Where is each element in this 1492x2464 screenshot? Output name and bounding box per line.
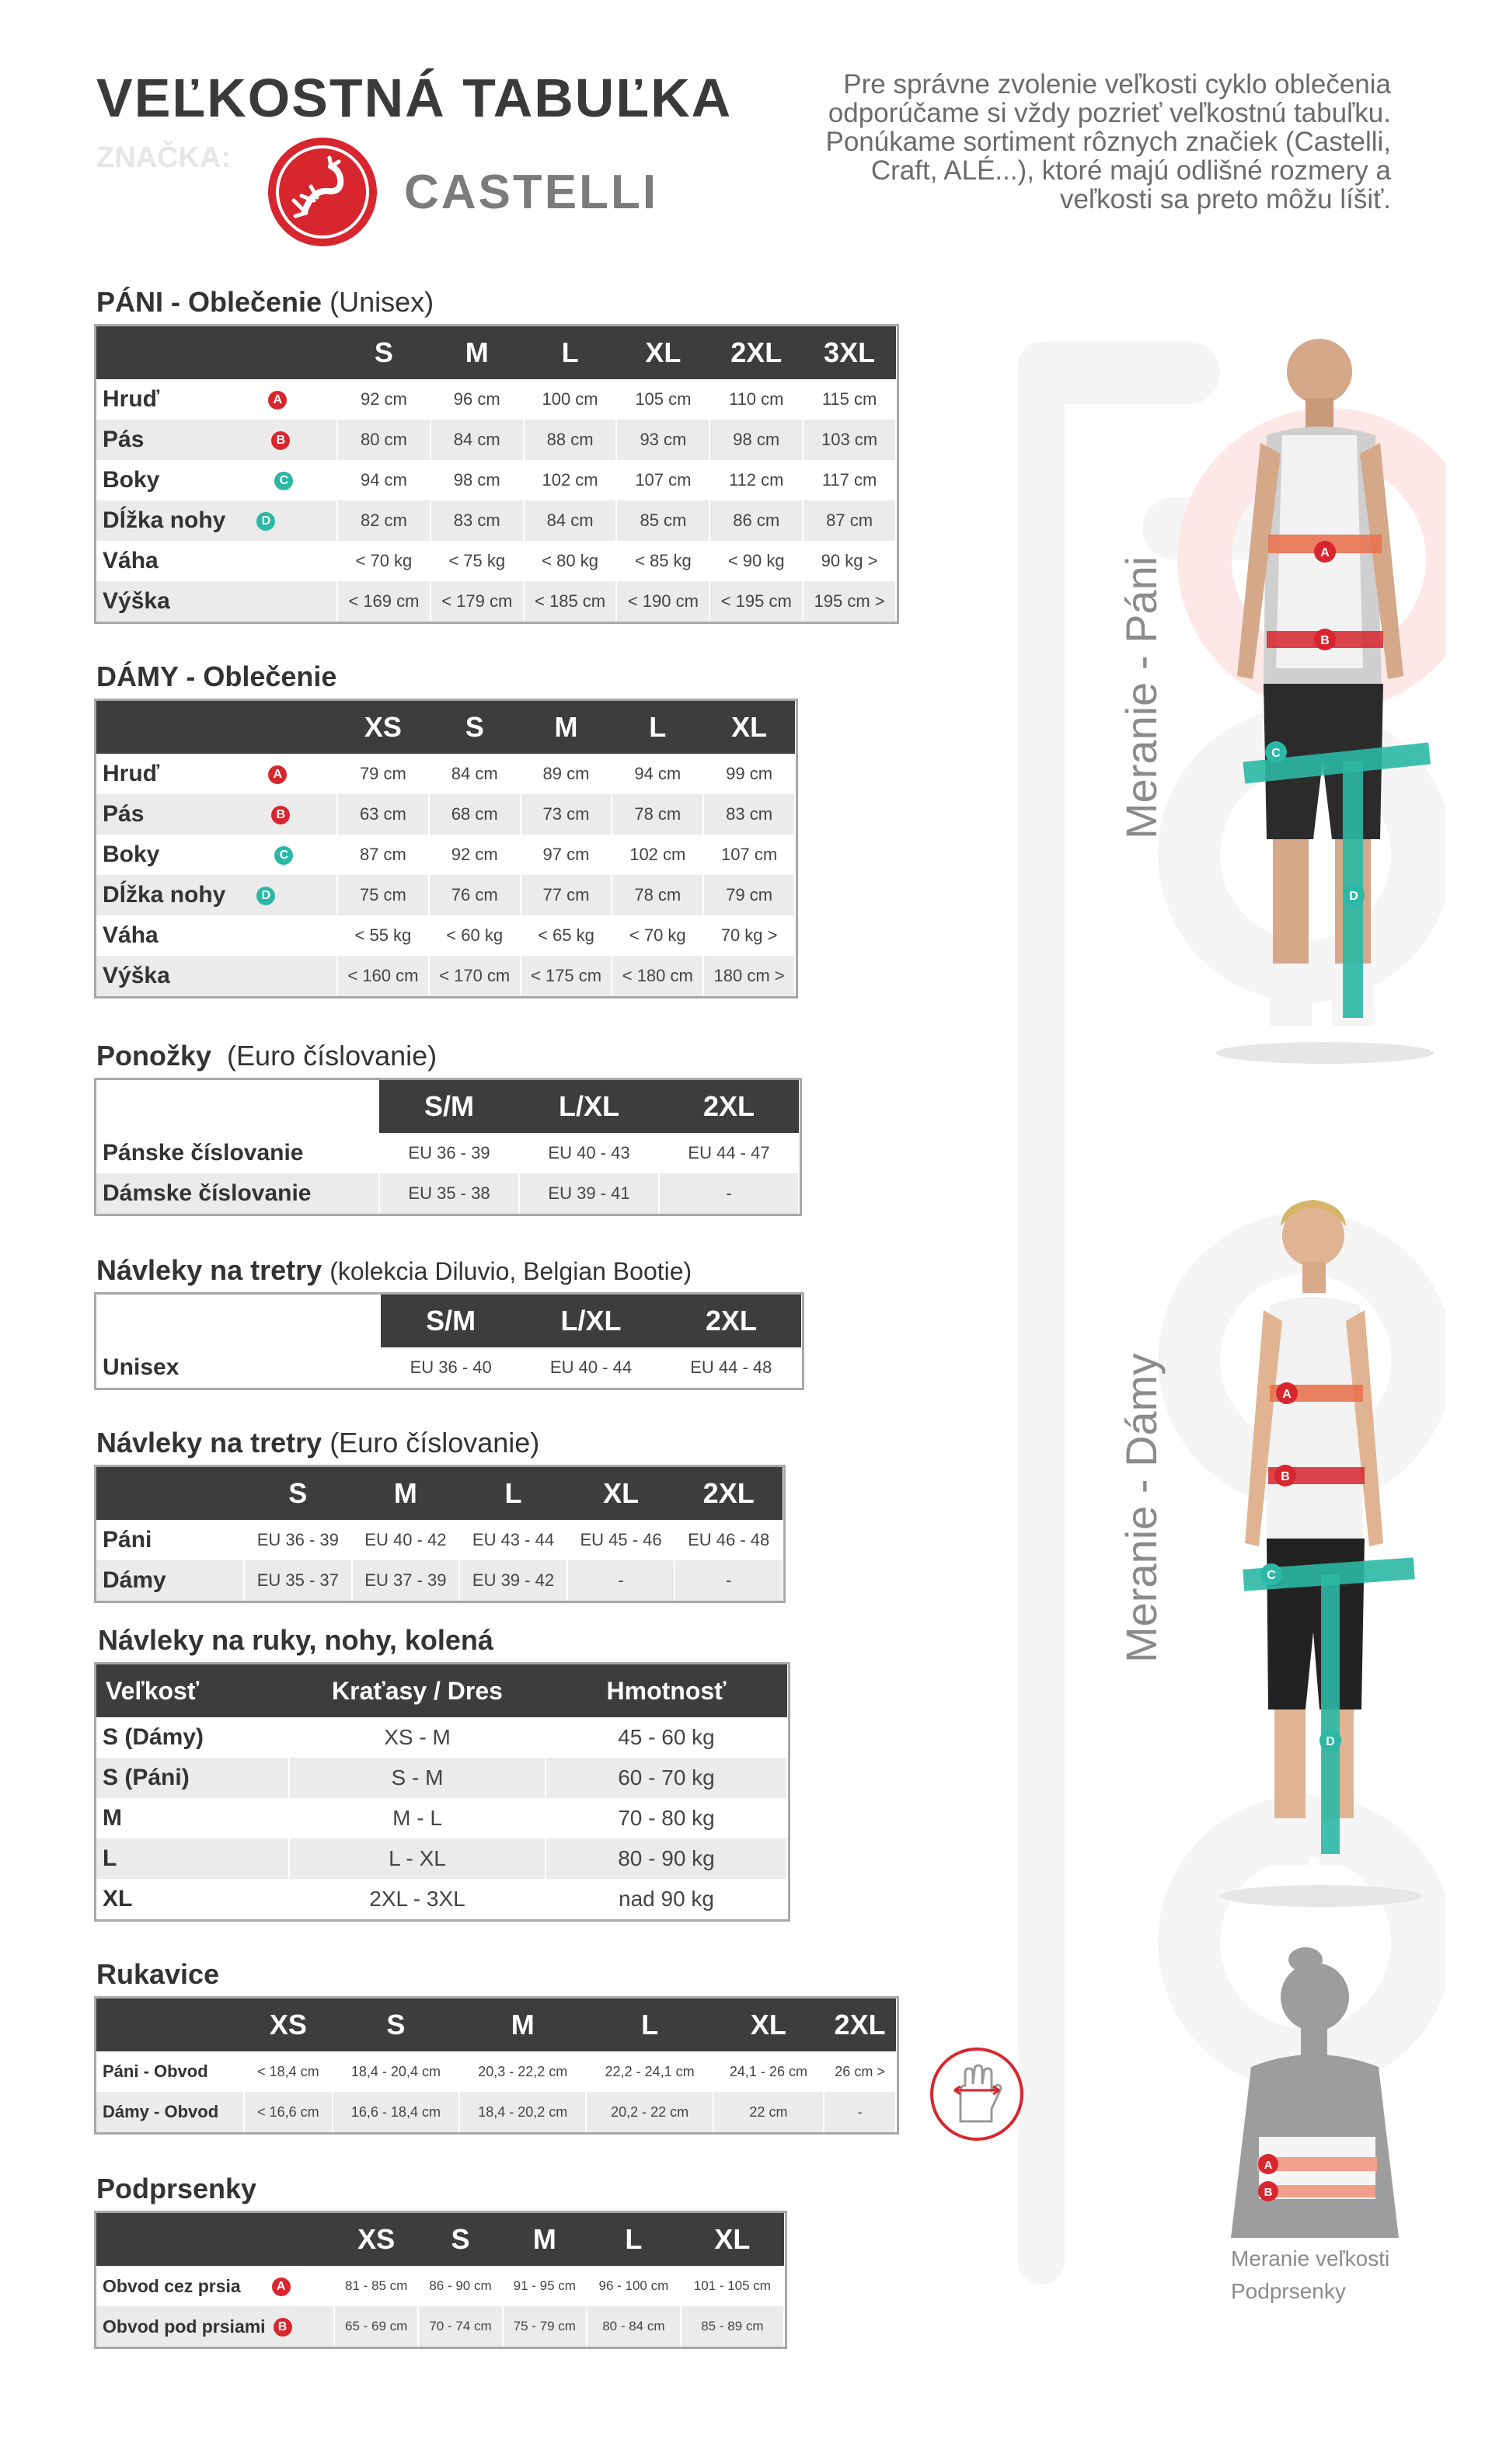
bras-size-header: S	[418, 2213, 502, 2266]
table-row: Obvod cez prsia A 81 - 85 cm 86 - 90 cm 91 - 95 cm 96 - 100 cm 101 - 105 cm	[96, 2266, 784, 2306]
table-row: Boky C 87 cm 92 cm 97 cm 102 cm 107 cm	[96, 835, 795, 875]
table-row: S (Dámy) XS - M 45 - 60 kg	[96, 1717, 787, 1758]
bras-size-header: XL	[681, 2213, 784, 2266]
socks-size-table	[96, 1080, 800, 1214]
gloves-size-header: 2XL	[824, 1999, 896, 2051]
overshoes-euro-size-header: M	[352, 1467, 460, 1520]
table-row: Váha < 70 kg < 75 kg < 80 kg < 85 kg < 90 kg 90 kg >	[96, 541, 896, 581]
overshoes-diluvio-heading: Návleky na tretry (kolekcia Diluvio, Belgian Bootie)	[96, 1254, 692, 1286]
marker-a-icon: A	[272, 2278, 291, 2296]
women-measurement-label: Meranie - Dámy	[1117, 1353, 1166, 1663]
table-row: Váha < 55 kg < 60 kg < 65 kg < 70 kg 70 kg >	[96, 915, 795, 956]
socks-size-header: 2XL	[659, 1080, 799, 1133]
socks-size-header: S/M	[379, 1080, 519, 1133]
men-size-header: XL	[616, 326, 709, 379]
table-row: Dĺžka nohy D 82 cm 83 cm 84 cm 85 cm 86 cm 87 cm	[96, 500, 896, 541]
gloves-size-header: S	[333, 1999, 459, 2051]
overshoes-euro-table	[96, 1467, 783, 1601]
svg-text:A: A	[1320, 546, 1330, 559]
svg-text:B: B	[1281, 1470, 1290, 1483]
gloves-size-header: M	[459, 1999, 586, 2051]
women-heading: DÁMY - Oblečenie	[96, 660, 337, 692]
brand-name: CASTELLI	[404, 166, 659, 219]
men-size-header: L	[524, 326, 617, 379]
svg-text:C: C	[1267, 1569, 1276, 1582]
marker-c-icon: C	[274, 472, 293, 490]
female-model-figure	[1189, 1181, 1469, 1912]
women-size-table	[96, 701, 796, 996]
socks-heading: Ponožky (Euro číslovanie)	[96, 1040, 437, 1072]
overshoes-euro-corner-header	[96, 1467, 244, 1520]
table-row: Výška < 160 cm < 170 cm < 175 cm < 180 cm 180 cm >	[96, 956, 795, 996]
men-corner-header	[96, 326, 337, 379]
women-size-header: XS	[337, 701, 429, 754]
table-row: Unisex EU 36 - 40 EU 40 - 44 EU 44 - 48	[96, 1347, 801, 1388]
svg-text:A: A	[1264, 2159, 1273, 2172]
marker-b-icon: B	[271, 431, 290, 450]
overshoes-diluvio-size-header: L/XL	[521, 1295, 661, 1347]
men-size-header: 2XL	[709, 326, 803, 379]
overshoes-diluvio-size-header: S/M	[381, 1295, 521, 1347]
warmers-column-header: Hmotnosť	[546, 1664, 787, 1717]
table-row: Boky C 94 cm 98 cm 102 cm 107 cm 112 cm 117 cm	[96, 460, 896, 500]
table-row: Hruď A 79 cm 84 cm 89 cm 94 cm 99 cm	[96, 754, 795, 794]
table-row: Dámske číslovanie EU 35 - 38 EU 39 - 41 -	[96, 1173, 799, 1214]
men-size-header: S	[337, 326, 431, 379]
bras-size-header: L	[587, 2213, 681, 2266]
hand-measure-icon	[926, 2044, 1027, 2145]
table-row: M M - L 70 - 80 kg	[96, 1798, 787, 1838]
svg-text:D: D	[1326, 1735, 1335, 1748]
marker-a-icon: A	[268, 391, 287, 410]
warmers-size-table	[96, 1664, 788, 1919]
male-model-figure	[1189, 326, 1469, 1065]
women-size-header: M	[521, 701, 612, 754]
table-row: Pás B 63 cm 68 cm 73 cm 78 cm 83 cm	[96, 794, 795, 835]
svg-text:D: D	[1349, 890, 1358, 903]
svg-text:A: A	[1282, 1388, 1292, 1401]
intro-text: Pre správne zvolenie veľkosti cyklo oblečenia odporúčame si vždy pozrieť veľkostnú tabuľku. Ponúkame sortiment rôznych značiek (Castelli, Craft, ALÉ...), ktoré majú odlišné rozmery a veľkosti sa preto môžu líšiť.	[825, 69, 1391, 214]
bras-size-header: XS	[334, 2213, 418, 2266]
marker-d-icon: D	[256, 512, 275, 531]
overshoes-diluvio-size-header: 2XL	[661, 1295, 801, 1347]
brand-label: ZNAČKA:	[96, 141, 232, 174]
men-heading: PÁNI - Oblečenie (Unisex)	[96, 286, 434, 318]
svg-text:B: B	[1264, 2186, 1273, 2199]
svg-text:C: C	[1271, 747, 1281, 760]
men-size-header: M	[431, 326, 524, 379]
warmers-column-header: Veľkosť	[96, 1664, 289, 1717]
men-measurement-label: Meranie - Páni	[1117, 556, 1166, 839]
table-row: Dámy - Obvod < 16,6 cm 16,6 - 18,4 cm 18,4 - 20,2 cm 20,2 - 22 cm 22 cm -	[96, 2092, 896, 2132]
overshoes-diluvio-table	[96, 1295, 802, 1388]
gloves-size-header: L	[586, 1999, 713, 2051]
table-row: Páni - Obvod < 18,4 cm 18,4 - 20,4 cm 20,3 - 22,2 cm 22,2 - 24,1 cm 24,1 - 26 cm 26 cm >	[96, 2051, 896, 2092]
marker-c-icon: C	[274, 846, 293, 865]
bras-corner-header	[96, 2213, 334, 2266]
bra-caption: Meranie veľkosti Podprsenky	[1231, 2246, 1390, 2303]
marker-d-icon: D	[256, 887, 275, 905]
gloves-size-header: XS	[244, 1999, 333, 2051]
overshoes-euro-size-header: 2XL	[675, 1467, 783, 1520]
marker-b-icon: B	[274, 2318, 292, 2337]
svg-text:B: B	[1320, 634, 1330, 647]
bras-heading: Podprsenky	[96, 2173, 257, 2204]
table-row: Dámy EU 35 - 37 EU 37 - 39 EU 39 - 42 - -	[96, 1560, 783, 1601]
table-row: Pás B 80 cm 84 cm 88 cm 93 cm 98 cm 103 cm	[96, 420, 896, 460]
overshoes-diluvio-corner-header	[96, 1295, 381, 1347]
gloves-heading: Rukavice	[96, 1958, 220, 1990]
socks-size-header: L/XL	[519, 1080, 659, 1133]
table-row: Obvod pod prsiami B 65 - 69 cm 70 - 74 cm 75 - 79 cm 80 - 84 cm 85 - 89 cm	[96, 2306, 784, 2347]
table-row: Výška < 169 cm < 179 cm < 185 cm < 190 cm < 195 cm 195 cm >	[96, 581, 896, 622]
table-row: L L - XL 80 - 90 kg	[96, 1838, 787, 1879]
marker-b-icon: B	[271, 806, 290, 824]
overshoes-euro-size-header: L	[459, 1467, 567, 1520]
marker-a-icon: A	[268, 765, 287, 784]
warmers-heading: Návleky na ruky, nohy, kolená	[98, 1624, 493, 1656]
bras-size-table	[96, 2213, 785, 2347]
castelli-scorpion-logo	[266, 135, 379, 249]
table-row: XL 2XL - 3XL nad 90 kg	[96, 1879, 787, 1919]
overshoes-euro-size-header: XL	[567, 1467, 675, 1520]
bra-measurement-figure	[1212, 1943, 1414, 2238]
table-row: Pánske číslovanie EU 36 - 39 EU 40 - 43 EU 44 - 47	[96, 1133, 799, 1173]
warmers-column-header: Kraťasy / Dres	[289, 1664, 546, 1717]
women-size-header: L	[612, 701, 703, 754]
table-row: S (Páni) S - M 60 - 70 kg	[96, 1758, 787, 1798]
table-row: Páni EU 36 - 39 EU 40 - 42 EU 43 - 44 EU 45 - 46 EU 46 - 48	[96, 1520, 783, 1560]
overshoes-euro-size-header: S	[244, 1467, 352, 1520]
men-size-header: 3XL	[803, 326, 896, 379]
table-row: Dĺžka nohy D 75 cm 76 cm 77 cm 78 cm 79 cm	[96, 875, 795, 915]
page-title: VEĽKOSTNÁ TABUĽKA	[96, 68, 733, 128]
socks-corner-header	[96, 1080, 379, 1133]
table-row: Hruď A 92 cm 96 cm 100 cm 105 cm 110 cm 115 cm	[96, 379, 896, 420]
women-size-header: XL	[703, 701, 795, 754]
gloves-corner-header	[96, 1999, 244, 2051]
men-size-table	[96, 326, 897, 622]
gloves-size-table	[96, 1999, 897, 2132]
women-corner-header	[96, 701, 337, 754]
women-size-header: S	[429, 701, 521, 754]
bras-size-header: M	[503, 2213, 587, 2266]
gloves-size-header: XL	[713, 1999, 824, 2051]
overshoes-euro-heading: Návleky na tretry (Euro číslovanie)	[96, 1427, 540, 1459]
